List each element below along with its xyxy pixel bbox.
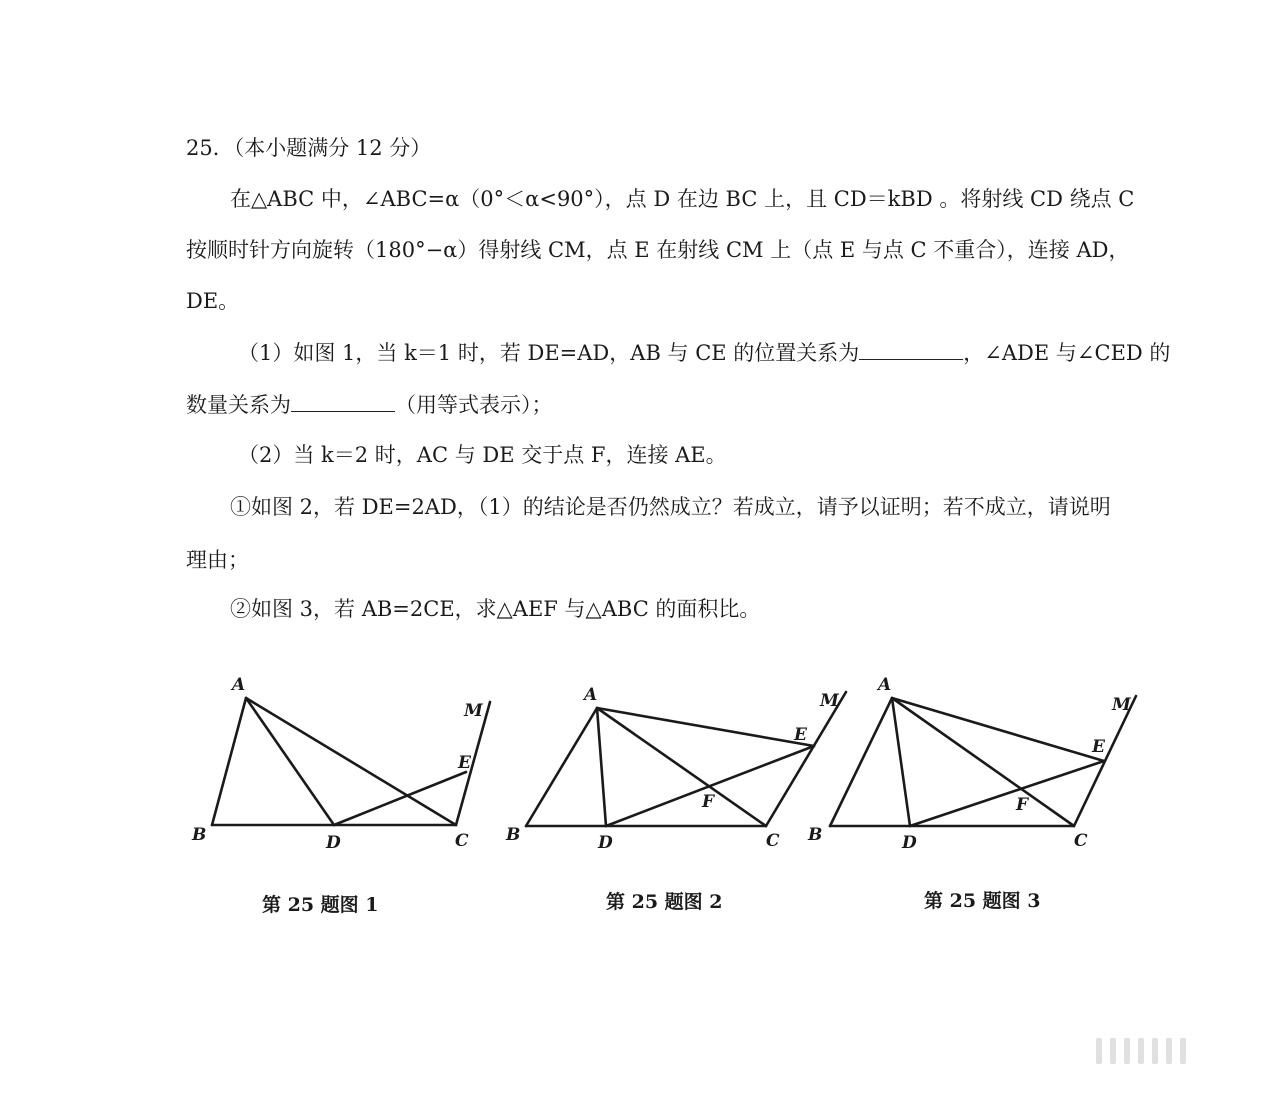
segment-AD [597,708,606,826]
label-A: A [584,685,598,705]
part1-text-d: （用等式表示）； [395,393,553,417]
label-E: E [794,725,807,745]
segment-AE [597,708,814,746]
segment-AC [892,698,1074,826]
segment-AB [830,698,892,826]
label-C: C [1074,831,1088,851]
label-M: M [1112,695,1131,715]
figure-3 [800,660,1160,864]
toolbar-handle-icon [1166,1038,1172,1064]
segment-AC [597,708,766,826]
label-E: E [458,753,471,773]
segment-DE [606,746,814,826]
problem-stem-line-2: 按顺时针方向旋转（180°−α）得射线 CM，点 E 在射线 CM 上（点 E 与点 C 不重合），连接 AD， [186,238,1130,262]
label-C: C [455,831,469,851]
toolbar-handle-icon [1110,1038,1116,1064]
figure-3-diagram [800,660,1160,860]
problem-stem-line-1: 在△ABC 中，∠ABC=α（0°＜α<90°），点 D 在边 BC 上，且 CD＝kBD 。将射线 CD 绕点 C [230,187,1135,211]
segment-AB [526,708,597,826]
toolbar-handle-icon [1124,1038,1130,1064]
viewer-toolbar [1096,1038,1256,1078]
label-F: F [702,792,715,812]
ray-CM [1074,696,1136,826]
part2-sub1-line-2: 理由； [186,548,249,572]
figure-1-diagram [180,660,510,860]
problem-stem-line-3: DE。 [186,289,240,313]
figure-3-caption: 第 25 题图 3 [924,890,1041,912]
label-B: B [506,825,521,845]
segment-AD [246,698,334,825]
problem-header: 25．（本小题满分 12 分） [186,136,432,160]
segment-AE [892,698,1104,761]
label-A: A [878,675,892,695]
figure-1 [180,660,510,864]
part1-text-a: （1）如图 1，当 k＝1 时，若 DE=AD，AB 与 CE 的位置关系为 [238,341,860,365]
segment-AC [246,698,456,825]
label-A: A [232,675,246,695]
answer-blank-1[interactable] [859,337,963,360]
segment-DE [910,761,1104,826]
label-D: D [326,833,341,853]
toolbar-handle-icon [1152,1038,1158,1064]
part2-sub1-line-1: ①如图 2，若 DE=2AD，（1）的结论是否仍然成立？若成立，请予以证明；若不成立，请说明 [230,495,1111,519]
label-E: E [1092,737,1105,757]
part2-line: （2）当 k＝2 时，AC 与 DE 交于点 F，连接 AE。 [238,443,727,467]
part1-text-b: ，∠ADE 与∠CED 的 [963,341,1171,365]
part1-line-2 [186,389,553,420]
label-C: C [766,831,780,851]
figure-2-caption: 第 25 题图 2 [606,891,723,913]
figure-1-caption: 第 25 题图 1 [262,894,379,916]
answer-blank-2[interactable] [291,389,395,412]
label-B: B [192,825,207,845]
toolbar-handle-icon [1180,1038,1186,1064]
label-M: M [820,691,839,711]
part1-text-c: 数量关系为 [186,393,291,417]
part2-sub2-line: ②如图 3，若 AB=2CE，求△AEF 与△ABC 的面积比。 [230,597,761,621]
part1-line-1 [238,337,1170,368]
label-M: M [464,701,483,721]
segment-DE [334,772,466,825]
toolbar-handle-icon [1138,1038,1144,1064]
toolbar-handle-icon [1096,1038,1102,1064]
label-F: F [1016,795,1029,815]
label-D: D [598,833,613,853]
segment-AD [892,698,910,826]
segment-AB [212,698,246,825]
label-B: B [808,825,823,845]
label-D: D [902,833,917,853]
